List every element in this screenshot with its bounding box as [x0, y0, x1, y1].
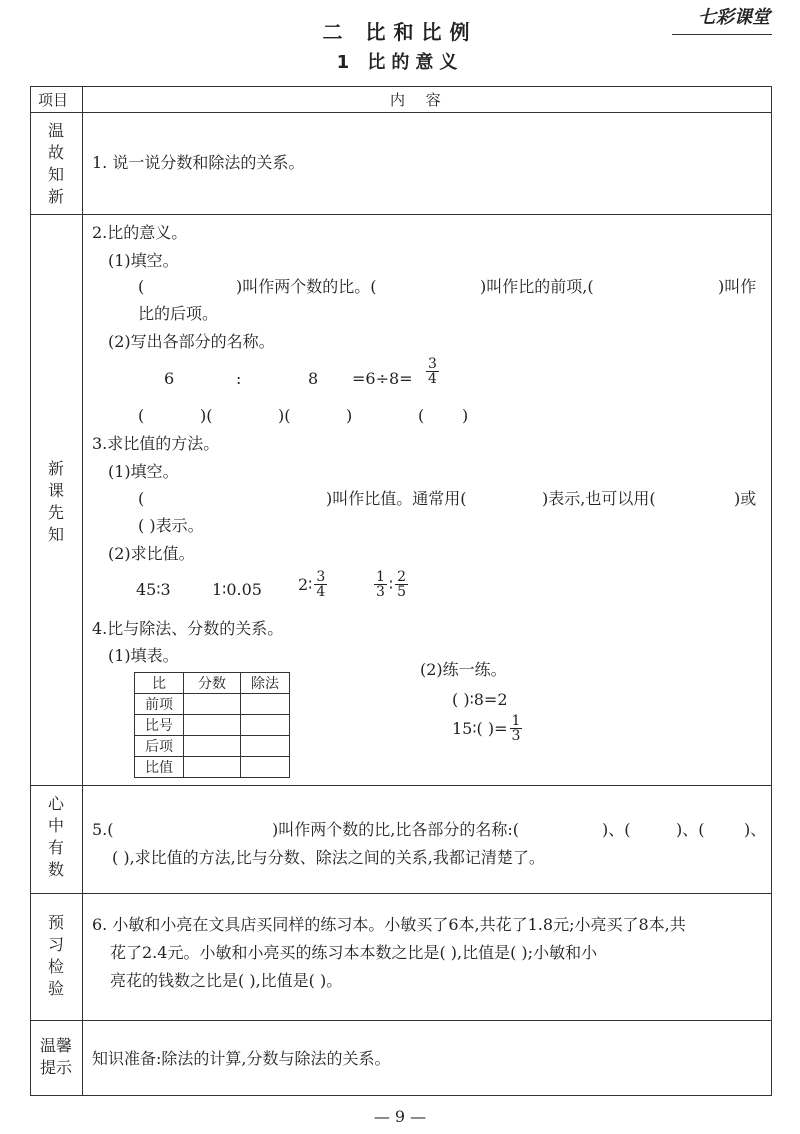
- table-row-label: 比值: [135, 757, 184, 778]
- table-row: [135, 757, 290, 778]
- table-cell-blank[interactable]: [184, 757, 241, 778]
- question-2-title: 2.比的意义。: [92, 223, 188, 242]
- question-4-title: 4.比与除法、分数的关系。: [92, 619, 284, 638]
- question-6-line-1: 6. 小敏和小亮在文具店买同样的练习本。小敏买了6本,共花了1.8元;小亮买了8本,共: [92, 915, 686, 934]
- section-label-preview-check: 预习检验: [47, 913, 64, 998]
- brand-logo: 七彩课堂: [698, 7, 770, 28]
- q3-line1-part-b: )叫作比值。通常用(: [326, 489, 467, 508]
- summary-part-e: )、: [744, 820, 767, 839]
- section-label-tips: 温馨提示: [39, 1036, 72, 1077]
- table-cell-blank[interactable]: [241, 757, 290, 778]
- summary-line-2: ( ),求比值的方法,比与分数、除法之间的关系,我都记清楚了。: [112, 848, 545, 867]
- practice-2-text: 15∶( )=: [452, 719, 508, 738]
- page-number: — 9 —: [373, 1107, 427, 1126]
- header-row-divider: [30, 112, 772, 113]
- ratio-4-num2: 2: [397, 569, 407, 585]
- question-4-1: (1)填表。: [108, 646, 179, 665]
- tips-text: 知识准备:除法的计算,分数与除法的关系。: [92, 1049, 391, 1068]
- q2-line1-part-c: )叫作比的前项,(: [480, 277, 594, 296]
- ratio-2: 1∶0.05: [212, 580, 262, 599]
- question-6-line-3: 亮花的钱数之比是( ),比值是( )。: [110, 971, 343, 990]
- table-bottom-border: [30, 1095, 772, 1096]
- table-cell-blank[interactable]: [184, 715, 241, 736]
- review-row-divider: [30, 214, 772, 215]
- blank-row-6: ): [462, 406, 469, 425]
- expr-fraction: [424, 357, 441, 386]
- practice-1: ( )∶8=2: [452, 690, 508, 709]
- summary-part-c: )、(: [602, 820, 631, 839]
- table-cell-blank[interactable]: [241, 736, 290, 757]
- expr-frac-den: 4: [428, 371, 437, 387]
- ratio-3-whole: 2∶: [298, 575, 313, 594]
- q2-blank-1-open: (: [138, 277, 145, 296]
- section-label-review: 温故知新: [47, 121, 64, 206]
- section-label-summary: 心中有数: [47, 794, 64, 879]
- ratio-4-num1: 1: [376, 569, 385, 585]
- practice-2: [452, 714, 524, 743]
- table-row: [135, 715, 290, 736]
- blank-row-5: (: [418, 406, 425, 425]
- practice-2-num: 1: [511, 713, 521, 729]
- table-header-cell: 分数: [184, 673, 241, 694]
- summary-part-a: 5.(: [92, 820, 114, 839]
- table-header-cell: 除法: [241, 673, 290, 694]
- table-row-label: 比号: [135, 715, 184, 736]
- table-cell-blank[interactable]: [184, 736, 241, 757]
- col-header-item: 项目: [38, 91, 69, 109]
- new-lesson-row-divider: [30, 785, 772, 786]
- q3-line1-part-c: )表示,也可以用(: [542, 489, 656, 508]
- table-row-label: 前项: [135, 694, 184, 715]
- summary-row-divider: [30, 893, 772, 894]
- blank-row-1: (: [138, 406, 145, 425]
- question-1: 1. 说一说分数和除法的关系。: [92, 153, 305, 172]
- question-4-2: (2)练一练。: [420, 660, 507, 679]
- lesson-title: 1 比的意义: [336, 52, 464, 73]
- q3-line1-part-d: )或: [734, 489, 757, 508]
- section-label-new-lesson: 新课先知: [47, 459, 64, 544]
- blank-row-3: )(: [278, 406, 291, 425]
- ratio-4-sep: ∶: [388, 575, 394, 594]
- table-row-label: 后项: [135, 736, 184, 757]
- logo-underline: [672, 34, 772, 35]
- ratio-parts-table: [134, 672, 290, 778]
- q2-line2: 比的后项。: [138, 304, 219, 323]
- table-header-row: [135, 673, 290, 694]
- q2-line1-part-b: )叫作两个数的比。(: [236, 277, 377, 296]
- practice-2-den: 3: [511, 728, 521, 744]
- table-cell-blank[interactable]: [241, 694, 290, 715]
- col-header-content: 内 容: [390, 91, 449, 109]
- ratio-3-den: 4: [316, 584, 326, 600]
- table-cell-blank[interactable]: [184, 694, 241, 715]
- table-cell-blank[interactable]: [241, 715, 290, 736]
- expr-term-8: 8: [308, 369, 319, 388]
- q3-line2: ( )表示。: [138, 516, 204, 535]
- chapter-title: 二 比和比例: [322, 20, 478, 44]
- q3-line1-part-a: (: [138, 489, 145, 508]
- question-3-2: (2)求比值。: [108, 544, 195, 563]
- question-2-2: (2)写出各部分的名称。: [108, 332, 275, 351]
- ratio-1: 45∶3: [136, 580, 171, 599]
- preview-row-divider: [30, 1020, 772, 1021]
- expr-frac-num: 3: [428, 356, 437, 372]
- expr-term-6: 6: [164, 369, 175, 388]
- ratio-4: [372, 570, 410, 599]
- blank-row-4: ): [346, 406, 353, 425]
- column-divider: [82, 86, 83, 1096]
- ratio-4-den1: 3: [376, 584, 385, 600]
- ratio-3: [298, 570, 329, 599]
- question-2-1: (1)填空。: [108, 251, 179, 270]
- summary-part-b: )叫作两个数的比,比各部分的名称:(: [272, 820, 519, 839]
- summary-part-d: )、(: [676, 820, 705, 839]
- table-row: [135, 694, 290, 715]
- question-3-1: (1)填空。: [108, 462, 179, 481]
- question-3-title: 3.求比值的方法。: [92, 434, 220, 453]
- expr-colon: :: [236, 369, 242, 388]
- table-right-border: [771, 86, 772, 1096]
- ratio-4-den2: 5: [397, 584, 407, 600]
- table-row: [135, 736, 290, 757]
- q2-line1-part-d: )叫作: [718, 277, 757, 296]
- table-header-cell: 比: [135, 673, 184, 694]
- table-top-border: [30, 86, 772, 87]
- ratio-3-num: 3: [316, 569, 326, 585]
- question-6-line-2: 花了2.4元。小敏和小亮买的练习本本数之比是( ),比值是( );小敏和小: [110, 943, 598, 962]
- expr-equation: =6÷8=: [352, 369, 413, 388]
- blank-row-2: )(: [200, 406, 213, 425]
